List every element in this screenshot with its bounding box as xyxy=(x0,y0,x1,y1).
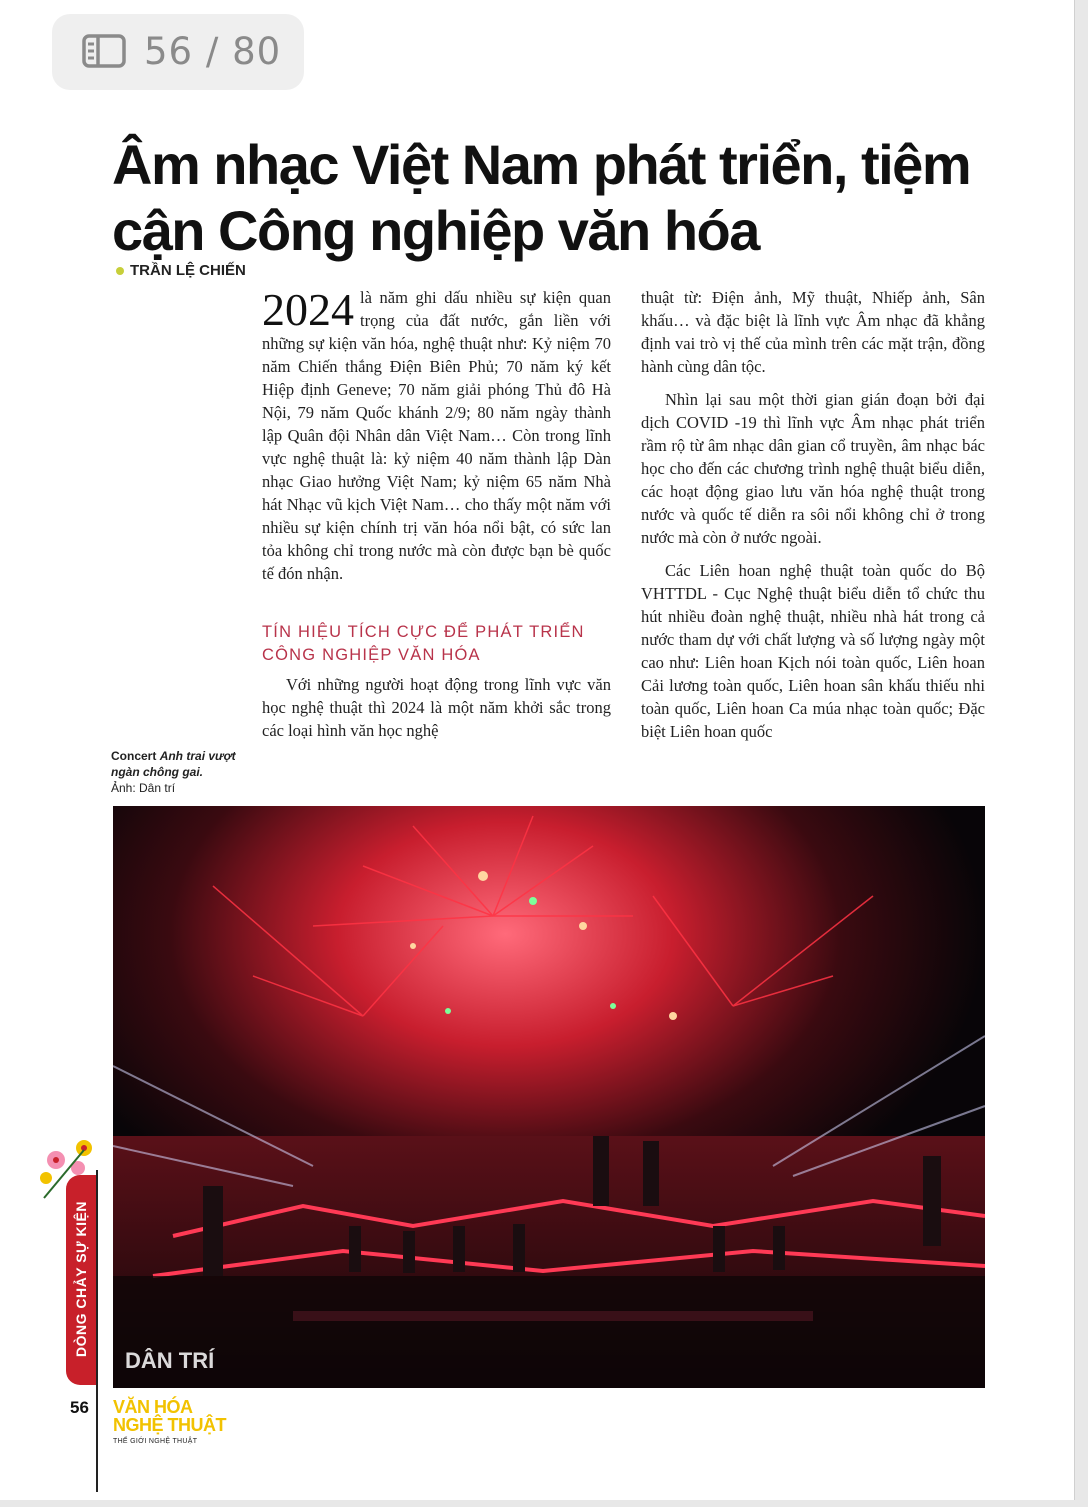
body-paragraph: thuật từ: Điện ảnh, Mỹ thuật, Nhiếp ảnh, Sân khấu… và đặc biệt là lĩnh vực Âm nhạc đã khẳng định vai trò vị thế của mình trên các mặt trận, đồng hành cùng dân tộc. xyxy=(641,288,985,376)
logo-subtitle: THẾ GIỚI NGHỆ THUẬT xyxy=(113,1438,198,1445)
caption-title: Anh trai vượt ngàn chông gai. xyxy=(111,749,236,779)
article-column-1 xyxy=(262,286,611,742)
photo-caption xyxy=(111,748,251,796)
sidebar-panel-icon[interactable] xyxy=(82,34,126,68)
body-paragraph: Nhìn lại sau một thời gian gián đoạn bởi đại dịch COVID -19 thì lĩnh vực Âm nhạc phát triển rầm rộ từ âm nhạc dân gian cổ truyền, âm nhạc bác học cho đến các chương trình nghệ thuật biểu diễn, các hoạt động giao lưu văn hóa nghệ thuật trong nước và quốc tế diễn ra sôi nổi không chỉ ở trong nước mà còn ở nước ngoài. xyxy=(641,390,985,547)
logo-line-2: NGHỆ THUẬT xyxy=(113,1415,226,1435)
bullet-dot-icon xyxy=(116,267,124,275)
article-title: Âm nhạc Việt Nam phát triển, tiệm cận Công nghiệp văn hóa xyxy=(112,133,971,262)
magazine-logo xyxy=(113,1398,226,1434)
caption-credit: Ảnh: Dân trí xyxy=(111,781,176,795)
margin-rule xyxy=(96,1170,98,1492)
drop-cap: 2024 xyxy=(262,284,354,335)
photo-watermark: DÂN TRÍ xyxy=(125,1348,215,1373)
section-label: DÒNG CHẢY SỰ KIỆN xyxy=(73,1201,89,1357)
intro-paragraph xyxy=(262,286,611,585)
intro-text: là năm ghi dấu nhiều sự kiện quan trọng của đất nước, gắn liền với những sự kiện văn hóa, nghệ thuật như: Kỷ niệm 70 năm Chiến thắng Điện Biên Phủ; 70 năm ký kết Hiệp định Geneve; 70 năm giải phóng Thủ đô Hà Nội, 79 năm Quốc khánh 2/9; 80 năm ngày thành lập Quân đội Nhân dân Việt Nam… Còn trong lĩnh vực nghệ thuật là: kỷ niệm 40 năm thành lập Dàn nhạc Giao hưởng Việt Nam; kỷ niệm 65 năm Nhà hát Nhạc vũ kịch Việt Nam… cho thấy một năm với nhiều sự kiện chính trị văn hóa nổi bật, có sức lan tỏa không chỉ trong nước mà còn được bạn bè quốc tế đón nhận. xyxy=(262,288,611,583)
author-name: TRẦN LỆ CHIẾN xyxy=(130,262,246,279)
article-column-2 xyxy=(641,286,985,743)
body-paragraph: Với những người hoạt động trong lĩnh vực văn học nghệ thuật thì 2024 là một năm khởi sắc trong các loại hình văn học nghệ xyxy=(262,675,611,740)
body-paragraph: Các Liên hoan nghệ thuật toàn quốc do Bộ VHTTDL - Cục Nghệ thuật biểu diễn tổ chức thu hút nhiều đoàn nghệ thuật, nhiều nhà hát trong cả nước tham dự với chất lượng và số lượng ngày một cao như: Liên hoan Kịch nói toàn quốc, Liên hoan Cải lương toàn quốc, Liên hoan sân khấu thiếu nhi toàn quốc, Liên hoan Ca múa nhạc toàn quốc; Đặc biệt Liên hoan quốc xyxy=(641,561,985,741)
page-counter: 56 / 80 xyxy=(144,30,282,73)
logo-line-1: VĂN HÓA xyxy=(113,1397,193,1417)
concert-photo xyxy=(113,806,985,1388)
page-indicator[interactable] xyxy=(52,14,304,90)
section-subheading: TÍN HIỆU TÍCH CỰC ĐỂ PHÁT TRIỂN CÔNG NGHIỆP VĂN HÓA xyxy=(262,623,585,664)
author-byline xyxy=(116,262,246,279)
page-number: 56 xyxy=(70,1398,89,1417)
caption-prefix: Concert xyxy=(111,749,160,763)
